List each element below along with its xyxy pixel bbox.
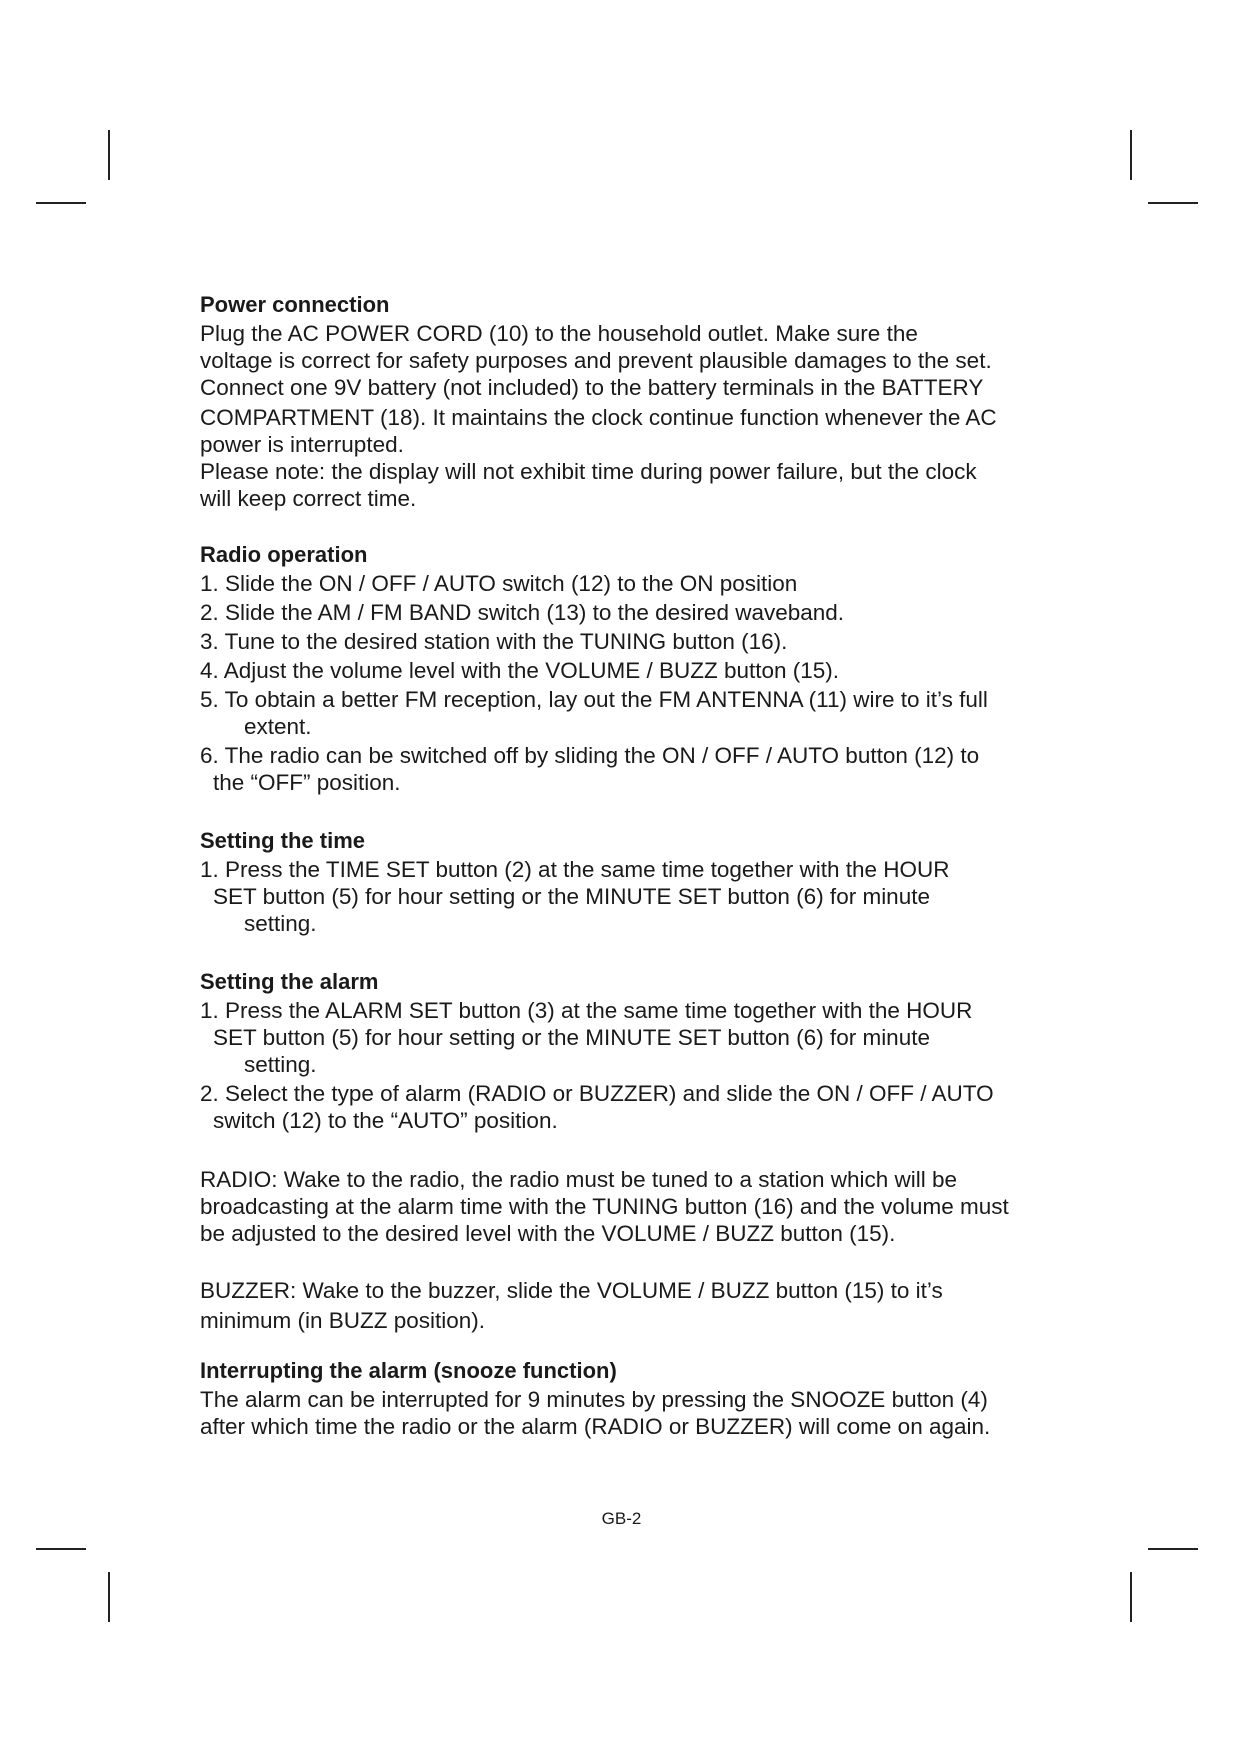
list-item-continuation: SET button (5) for hour setting or the MINUTE SET button (6) for minute	[213, 884, 930, 909]
section-heading: Power connection	[200, 292, 390, 317]
section-heading: Interrupting the alarm (snooze function)	[200, 1358, 617, 1383]
paragraph-line: Plug the AC POWER CORD (10) to the household outlet. Make sure the	[200, 321, 918, 346]
section-setting-alarm	[200, 969, 1060, 1134]
page-number: GB-2	[601, 1509, 642, 1528]
list-item	[200, 628, 1060, 655]
list-item	[200, 856, 1060, 937]
list-item-text: 2. Select the type of alarm (RADIO or BUZZER) and slide the ON / OFF / AUTO	[200, 1081, 994, 1106]
paragraph-line: The alarm can be interrupted for 9 minutes by pressing the SNOOZE button (4)	[200, 1387, 988, 1412]
crop-mark-top-left-horizontal	[36, 202, 86, 204]
list-item-text: 1. Press the ALARM SET button (3) at the same time together with the HOUR	[200, 998, 973, 1023]
paragraph-line: be adjusted to the desired level with the VOLUME / BUZZ button (15).	[200, 1221, 896, 1246]
list-item	[200, 742, 1060, 796]
list-item	[200, 1080, 1060, 1134]
list-item-text: 1. Press the TIME SET button (2) at the same time together with the HOUR	[200, 857, 950, 882]
list-item-continuation: setting.	[244, 911, 317, 936]
crop-mark-top-left-vertical	[108, 130, 110, 180]
list-item	[200, 686, 1060, 740]
section-setting-time	[200, 828, 1060, 937]
list-item-text: 4. Adjust the volume level with the VOLUME / BUZZ button (15).	[200, 658, 840, 683]
paragraph-line: will keep correct time.	[200, 486, 417, 511]
paragraph-line: minimum (in BUZZ position).	[200, 1308, 486, 1333]
paragraph-line: RADIO: Wake to the radio, the radio must be tuned to a station which will be	[200, 1167, 958, 1192]
page-content	[200, 292, 1060, 1440]
paragraph-line: Please note: the display will not exhibit time during power failure, but the clock	[200, 459, 977, 484]
section-buzzer	[200, 1277, 1060, 1334]
list-item	[200, 997, 1060, 1078]
crop-mark-bottom-left-vertical	[108, 1572, 110, 1622]
spacer	[200, 798, 1060, 828]
list-item-continuation: the “OFF” position.	[213, 770, 401, 795]
list-item-text: 6. The radio can be switched off by sliding the ON / OFF / AUTO button (12) to	[200, 743, 980, 768]
list-item-text: 5. To obtain a better FM reception, lay out the FM ANTENNA (11) wire to it’s full	[200, 687, 988, 712]
paragraph-line: after which time the radio or the alarm (RADIO or BUZZER) will come on again.	[200, 1414, 991, 1439]
section-power-connection	[200, 292, 1060, 512]
list-item-text: 2. Slide the AM / FM BAND switch (13) to the desired waveband.	[200, 600, 845, 625]
section-snooze	[200, 1358, 1060, 1440]
crop-mark-bottom-right-horizontal	[1148, 1548, 1198, 1550]
section-heading: Setting the alarm	[200, 969, 379, 994]
list-item	[200, 657, 1060, 684]
spacer	[200, 512, 1060, 542]
list-item-continuation: extent.	[244, 714, 312, 739]
crop-mark-bottom-left-horizontal	[36, 1548, 86, 1550]
paragraph-line: BUZZER: Wake to the buzzer, slide the VOLUME / BUZZ button (15) to it’s	[200, 1278, 943, 1303]
spacer	[200, 1247, 1060, 1277]
paragraph-line: power is interrupted.	[200, 432, 404, 457]
crop-mark-bottom-right-vertical	[1130, 1572, 1132, 1622]
spacer	[200, 1334, 1060, 1358]
section-heading: Setting the time	[200, 828, 366, 853]
paragraph-line: voltage is correct for safety purposes and prevent plausible damages to the set.	[200, 348, 992, 373]
crop-mark-top-right-vertical	[1130, 130, 1132, 180]
list-item-continuation: SET button (5) for hour setting or the MINUTE SET button (6) for minute	[213, 1025, 930, 1050]
crop-mark-top-right-horizontal	[1148, 202, 1198, 204]
spacer	[200, 939, 1060, 969]
list-item	[200, 570, 1060, 597]
list-item-text: 3. Tune to the desired station with the TUNING button (16).	[200, 629, 788, 654]
section-heading: Radio operation	[200, 542, 368, 567]
list-item-text: 1. Slide the ON / OFF / AUTO switch (12) to the ON position	[200, 571, 798, 596]
list-item	[200, 599, 1060, 626]
list-item-continuation: switch (12) to the “AUTO” position.	[213, 1108, 558, 1133]
section-radio-alarm	[200, 1166, 1060, 1247]
section-radio-operation	[200, 542, 1060, 796]
paragraph-line: broadcasting at the alarm time with the TUNING button (16) and the volume must	[200, 1194, 1009, 1219]
spacer	[200, 1136, 1060, 1166]
list-item-continuation: setting.	[244, 1052, 317, 1077]
paragraph-line: Connect one 9V battery (not included) to the battery terminals in the BATTERY	[200, 375, 984, 400]
paragraph-line: COMPARTMENT (18). It maintains the clock continue function whenever the AC	[200, 405, 997, 430]
